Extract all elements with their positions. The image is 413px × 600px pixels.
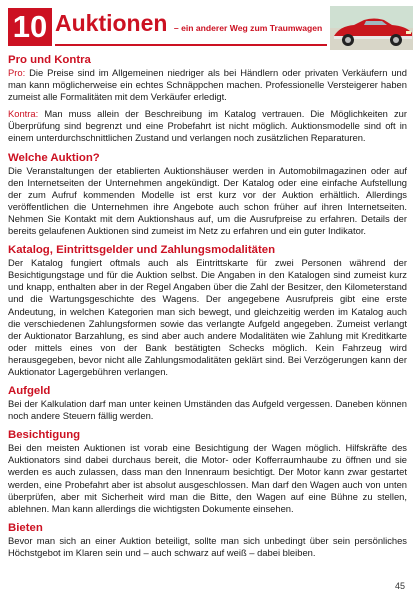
article-body (8, 53, 407, 565)
paragraph (8, 257, 407, 378)
title-block (55, 10, 325, 44)
section-heading: Pro und Kontra (8, 54, 91, 66)
chapter-subtitle: – ein anderer Weg zum Traumwagen (173, 23, 323, 33)
page-header (8, 8, 405, 46)
section-besichtigung (8, 428, 407, 515)
car-image (330, 6, 413, 50)
chapter-title: Auktionen (55, 10, 168, 36)
section-heading: Welche Auktion? (8, 151, 100, 164)
paragraph (8, 67, 407, 103)
section-aufgeld (8, 384, 407, 422)
paragraph (8, 108, 407, 144)
chapter-number: 10 (8, 8, 52, 46)
page-number: 45 (394, 581, 405, 591)
paragraph-text: Der Katalog fungiert oftmals auch als Eintrittskarte für zwei Personen während der Besichtigungstage und für die Auktion selbst. Die Angaben in den Katalogen sind zumeist kurz und knapp, enthalten aber in der Regel Angaben über die Zahl der Besitzer, den Kilometerstand und die Wartungsgeschichte des Wagens. Der angegebene Ausrufpreis gibt eine erste Andeutung, in welchen Kategorien man sich bewegt, und gleichzeitig werden im Katalog auch die verschiedenen Zahlungsformen sowie das verlangte Aufgeld angegeben. Zumeist verlangt der Auktionator Barzahlung, es sind aber auch andere Modalitäten wie Zahlung mit Kreditkarte oder mittels eines von der Bank bestätigten Schecks möglich. Kein Fahrzeug wird herausgegeben, bevor nicht alle Zahlungsmodalitäten geklärt sind. Bei Verzögerungen kann der Auktionator Lagergebühren verlangen. (8, 257, 407, 377)
section-heading: Katalog, Eintrittsgelder und Zahlungsmodalitäten (8, 244, 276, 257)
paragraph-lead: Kontra: (8, 108, 39, 120)
paragraph (8, 535, 407, 559)
paragraph-text: Bei den meisten Auktionen ist vorab eine Besichtigung der Wagen möglich. Hilfskräfte des Auktionators sind dabei durchaus bereit, die Motor- oder Kofferraumhaube zu öffnen und sie werden es auch zulassen, dass man den Innenraum besichtigt. Der Motor kann zwar gestartet werden, eine Probefahrt aber ist absolut ausgeschlossen. Man darf den Wagen auch von unten überprüfen, aber mit Sicherheit wird man die Bitte, den Wagen auf eine Bühne zu stellen, ablehnen. Man kann allerdings die wichtigsten Dokumente einsehen. (8, 442, 407, 514)
section-katalog (8, 243, 407, 378)
paragraph (8, 398, 407, 422)
paragraph-text: Die Veranstaltungen der etablierten Auktionshäuser werden in Automobilmagazinen oder auf den Internetseiten der Unternehmen angekündigt. Der Katalog oder eine einfache Aufstellung der zum Aufruf kommenden Modelle ist erst kurz vor der Auktion erhältlich. Allerdings veröffentlichen die Unternehmen ihre Angebote auch schon früher auf ihren Internetseiten. Nehmen Sie Kontakt mit dem Auktionshaus auf, um die Ausrufpreise zu erfahren. Details der bereits gelaufenen Auktionen sind zumeist im Netz zu erfahren und ein guter Indikator. (8, 164, 407, 237)
paragraph-lead: Pro: (8, 67, 26, 78)
section-heading: Bieten (8, 521, 43, 534)
paragraph (8, 165, 407, 238)
paragraph-text: Bevor man sich an einer Auktion beteiligt, sollte man sich unbedingt über sein persönliches Höchstgebot im Klaren sein und – auch schwarz auf weiß – dabei bleiben. (8, 534, 407, 558)
section-heading: Aufgeld (8, 385, 51, 398)
paragraph (8, 442, 407, 515)
section-heading: Besichtigung (8, 429, 81, 442)
paragraph-text: Man muss allein der Beschreibung im Katalog vertrauen. Die Möglichkeiten zur Überprüfung sind begrenzt und eine Probefahrt ist nicht möglich. Auktionsmodelle sind oft in einem unterdurchschnittlichen Zustand und verlangen noch zusätzlichen Reparaturen. (8, 108, 407, 144)
paragraph-text: Die Preise sind im Allgemeinen niedriger als bei Händlern oder privaten Verkäufern und man kann möglicherweise ein echtes Schnäppchen machen. Professionelle Versteigerer haben zumeist alle Formalitäten mit dem Verkäufer erledigt. (8, 67, 407, 103)
title-rule (55, 44, 327, 46)
section-pro-kontra (8, 53, 407, 145)
paragraph-text: Bei der Kalkulation darf man unter keinen Umständen das Aufgeld vergessen. Daneben können noch andere Steuern fällig werden. (8, 398, 407, 422)
section-bieten (8, 521, 407, 559)
section-welche-auktion (8, 151, 407, 238)
